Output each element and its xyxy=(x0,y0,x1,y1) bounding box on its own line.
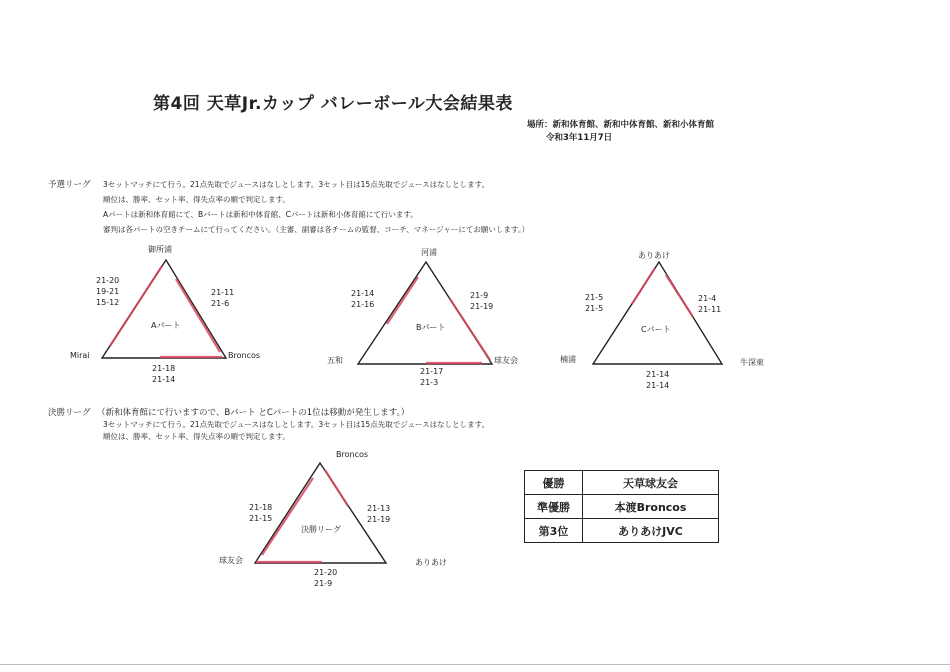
final-rule-1: 3セットマッチにて行う。21点先取でジュースはなしとします。3セット目は15点先取でジュースはなしとします。 xyxy=(103,420,490,429)
pool-b-score-left: 21-14 21-16 xyxy=(351,289,375,309)
pool-b-right-team: 球友会 xyxy=(494,356,518,365)
final-label: 決勝リーグ xyxy=(301,525,341,534)
pool-c-top-team: ありあけ xyxy=(638,251,670,260)
results-row xyxy=(525,495,719,519)
pool-b-left-team: 五和 xyxy=(327,356,343,365)
pool-b-top-team: 河浦 xyxy=(421,248,437,257)
page-bottom-edge xyxy=(0,664,950,665)
pool-c-label: Cパート xyxy=(641,325,671,334)
page-title: 第4回 天草Jr.カップ バレーボール大会結果表 xyxy=(153,94,513,114)
pool-a-right-team: Broncos xyxy=(228,351,261,360)
date-text: 令和3年11月7日 xyxy=(546,133,613,143)
venue-text: 場所：新和体育館、新和中体育館、新和小体育館 xyxy=(527,120,715,130)
prelim-rule-1: 3セットマッチにて行う。21点先取でジュースはなしとします。3セット目は15点先取でジュースはなしとします。 xyxy=(103,180,490,189)
pool-c-score-left: 21-5 21-5 xyxy=(585,293,604,313)
final-right-team: ありあけ xyxy=(415,558,447,567)
final-heading: 決勝リーグ xyxy=(48,408,91,418)
pool-c-left-team: 楠浦 xyxy=(560,355,576,364)
result-rank: 第3位 xyxy=(525,519,583,543)
prelim-rule-3: Aパートは新和体育館にて、Bパートは新和中体育館、Cパートは新和小体育館にて行います。 xyxy=(103,210,418,219)
pool-a-score-left: 21-20 19-21 15-12 xyxy=(96,276,120,307)
pool-c-score-bottom: 21-14 21-14 xyxy=(646,370,670,390)
result-rank: 準優勝 xyxy=(525,495,583,519)
final-rule-2: 順位は、勝率、セット率、得失点率の順で判定します。 xyxy=(103,432,290,441)
pool-a-score-bottom: 21-18 21-14 xyxy=(152,364,176,384)
pool-b-score-right: 21-9 21-19 xyxy=(470,291,494,311)
pool-a-score-right: 21-11 21-6 xyxy=(211,288,235,308)
results-row xyxy=(525,471,719,495)
prelim-rule-2: 順位は、勝率、セット率、得失点率の順で判定します。 xyxy=(103,195,290,204)
result-team: 本渡Broncos xyxy=(583,495,719,519)
pool-c-score-right: 21-4 21-11 xyxy=(698,294,722,314)
pool-a-label: Aパート xyxy=(151,321,181,330)
pool-a-top-team: 御所浦 xyxy=(148,245,172,254)
result-team: 天草球友会 xyxy=(583,471,719,495)
results-row xyxy=(525,519,719,543)
pool-b-score-bottom: 21-17 21-3 xyxy=(420,367,444,387)
final-left-team: 球友会 xyxy=(219,556,243,565)
results-table xyxy=(524,470,719,543)
prelim-rule-4: 審判は各パートの空きチームにて行ってください。（主審、副審は各チームの監督、コーチ、マネージャーにてお願いします。） xyxy=(103,225,530,234)
final-top-team: Broncos xyxy=(336,450,369,459)
final-note: （新和体育館にて行いますので、Bパート とCパートの1位は移動が発生します。） xyxy=(97,408,410,418)
final-score-bottom: 21-20 21-9 xyxy=(314,568,338,588)
pool-a-left-team: Mirai xyxy=(70,351,90,360)
result-rank: 優勝 xyxy=(525,471,583,495)
prelim-heading: 予選リーグ xyxy=(48,180,91,190)
pool-b-label: Bパート xyxy=(416,323,446,332)
final-score-right: 21-13 21-19 xyxy=(367,504,391,524)
result-team: ありあけJVC xyxy=(583,519,719,543)
final-score-left: 21-18 21-15 xyxy=(249,503,273,523)
pool-c-right-team: 牛深東 xyxy=(740,358,764,367)
